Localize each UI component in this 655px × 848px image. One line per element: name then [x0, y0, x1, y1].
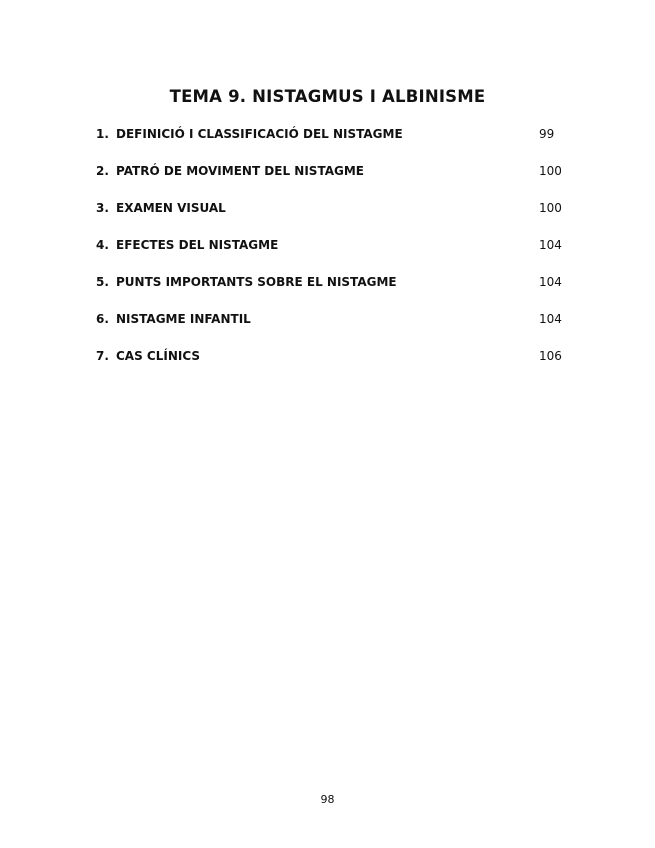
- toc-entry-number: 5.: [96, 275, 109, 289]
- table-of-contents: [96, 124, 576, 383]
- toc-entry-number: 2.: [96, 164, 109, 178]
- toc-entry-label: CAS CLÍNICS: [116, 349, 201, 363]
- toc-entry-page: 104: [539, 312, 562, 326]
- toc-entry-5[interactable]: [96, 272, 576, 309]
- toc-entry-page: 100: [539, 201, 562, 215]
- toc-entry-6[interactable]: [96, 309, 576, 346]
- page-title: TEMA 9. NISTAGMUS I ALBINISME: [169, 87, 486, 107]
- page-number: 98: [320, 793, 335, 806]
- toc-entry-label: PUNTS IMPORTANTS SOBRE EL NISTAGME: [116, 275, 397, 289]
- toc-entry-3[interactable]: [96, 198, 576, 235]
- toc-entry-page: 104: [539, 275, 562, 289]
- toc-entry-label: EFECTES DEL NISTAGME: [116, 238, 279, 252]
- toc-entry-label: PATRÓ DE MOVIMENT DEL NISTAGME: [116, 164, 364, 178]
- toc-entry-number: 6.: [96, 312, 109, 326]
- toc-entry-1[interactable]: [96, 124, 576, 161]
- toc-entry-label: EXAMEN VISUAL: [116, 201, 226, 215]
- toc-entry-2[interactable]: [96, 161, 576, 198]
- toc-entry-4[interactable]: [96, 235, 576, 272]
- toc-entry-number: 3.: [96, 201, 109, 215]
- toc-entry-page: 99: [539, 127, 555, 141]
- toc-entry-page: 100: [539, 164, 562, 178]
- toc-entry-number: 7.: [96, 349, 109, 363]
- toc-entry-label: NISTAGME INFANTIL: [116, 312, 251, 326]
- toc-entry-page: 106: [539, 349, 562, 363]
- toc-entry-number: 1.: [96, 127, 109, 141]
- toc-entry-page: 104: [539, 238, 562, 252]
- toc-entry-label: DEFINICIÓ I CLASSIFICACIÓ DEL NISTAGME: [116, 127, 403, 141]
- toc-entry-number: 4.: [96, 238, 109, 252]
- toc-entry-7[interactable]: [96, 346, 576, 383]
